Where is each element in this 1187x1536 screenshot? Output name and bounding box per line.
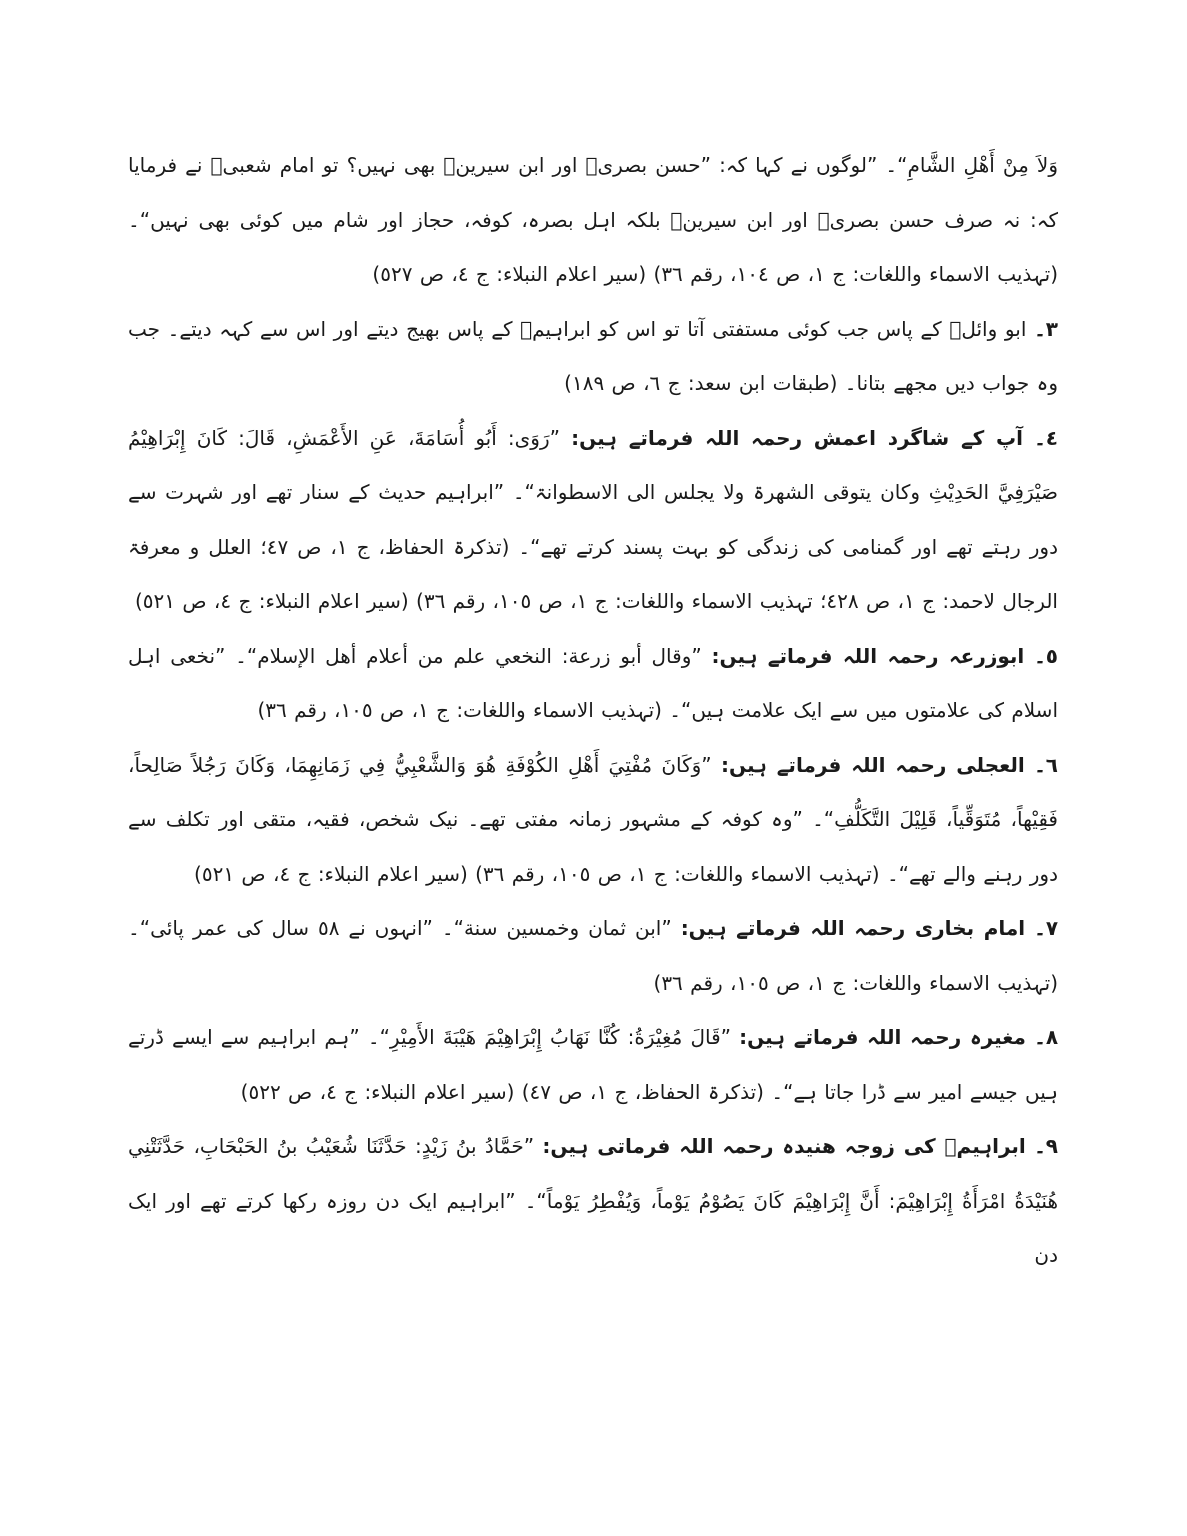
paragraph-text: ”وَكَانَ مُفْتِيَ أَهْلِ الكُوْفَةِ هُوَ وَالشَّعْبِيُّ فِي زَمَانِهِمَا، وَكَانَ رَجُلاً صَالِحاً، فَقِيْهاً، مُتَوَقِّياً، قَلِيْلَ التَّكَلُّفِ“۔ ”وہ کوفہ کے مشہور زمانہ مفتی تھے۔ نیک شخص، فقیہ، متقی اور تکلف سے دور رہنے والے تھے“۔ (تہذیب الاسماء واللغات: ج ١، ص ١٠٥، رقم ٣٦) (سیر اعلام النبلاء: ج ٤، ص ٥٢١) — [128, 752, 1058, 886]
paragraph-8 — [128, 1010, 1058, 1119]
paragraph-text: ”قَالَ مُغِيْرَةُ: كُنَّا نَهَابُ إِبْرَاهِيْمَ هَيْبَةَ الأَمِيْرِ“۔ ”ہم ابراہیم سے ایسے ڈرتے ہیں جیسے امیر سے ڈرا جاتا ہے“۔ (تذکرۃ الحفاظ، ج ١، ص ٤٧) (سیر اعلام النبلاء: ج ٤، ص ٥٢٢) — [128, 1025, 1058, 1104]
paragraph-5 — [128, 629, 1058, 738]
paragraph-lead: ابوزرعہ رحمہ اللہ فرماتے ہیں: — [711, 643, 1025, 668]
paragraph-number: ٤۔ — [1034, 425, 1059, 450]
paragraph-text: ”حَمَّادُ بنُ زَيْدٍ: حَدَّثَنَا شُعَيْبُ بنُ الحَبْحَابِ، حَدَّثَتْنِي هُنَيْدَةُ امْرَأَةُ إِبْرَاهِيْمَ: أَنَّ إِبْرَاهِيْمَ كَانَ يَصُوْمُ يَوْماً، وَيُفْطِرُ يَوْماً“۔ ”ابراہیم ایک دن روزہ رکھا کرتے تھے اور ایک دن — [128, 1134, 1058, 1267]
paragraph-number: ٦۔ — [1034, 752, 1058, 777]
urdu-text-block — [128, 138, 1058, 1283]
paragraph-lead: آپ کے شاگرد اعمش رحمہ اللہ فرماتے ہیں: — [571, 425, 1023, 450]
paragraph-lead: امام بخاری رحمہ اللہ فرماتے ہیں: — [680, 916, 1026, 940]
paragraph-continuation — [128, 138, 1058, 302]
paragraph-lead: مغیرہ رحمہ اللہ فرماتے ہیں: — [739, 1025, 1026, 1049]
paragraph-number: ٩۔ — [1034, 1134, 1058, 1158]
paragraph-lead: العجلی رحمہ اللہ فرماتے ہیں: — [720, 752, 1025, 777]
paragraph-text: ابو وائلؒ کے پاس جب کوئی مستفتی آتا تو اس کو ابراہیمؒ کے پاس بھیج دیتے اور اس سے کہہ دیتے۔ جب وہ جواب دیں مجھے بتانا۔ (طبقات ابن سعد: ج ٦، ص ١٨٩) — [128, 316, 1058, 395]
paragraph-number: ٥۔ — [1034, 643, 1058, 668]
paragraph-4 — [128, 411, 1058, 629]
paragraph-9 — [128, 1119, 1058, 1283]
paragraph-6 — [128, 738, 1058, 902]
paragraph-text: ”ابن ثمان وخمسین سنة“۔ ”انہوں نے ٥٨ سال کی عمر پائی“۔ (تہذیب الاسماء واللغات: ج ١، ص ١٠٥، رقم ٣٦) — [128, 916, 1058, 995]
paragraph-lead: ابراہیمؒ کی زوجہ ھنیدہ رحمہ اللہ فرماتی ہیں: — [542, 1134, 1026, 1158]
paragraph-3 — [128, 302, 1058, 411]
paragraph-text: ”وقال أبو زرعة: النخعي علم من أعلام أهل الإسلام“۔ ”نخعی اہل اسلام کی علامتوں میں سے ایک علامت ہیں“۔ (تہذیب الاسماء واللغات: ج ١، ص ١٠٥، رقم ٣٦) — [128, 643, 1058, 722]
paragraph-number: ٧۔ — [1034, 916, 1059, 940]
paragraph-text: وَلاَ مِنْ أَهْلِ الشَّامِ“۔ ”لوگوں نے کہا کہ: ”حسن بصریؒ اور ابن سیرینؒ بھی نہیں؟ تو امام شعبیؒ نے فرمایا کہ: نہ صرف حسن بصریؒ اور ابن سیرینؒ بلکہ اہل بصرہ، کوفہ، حجاز اور شام میں کوئی بھی نہیں“۔ (تہذیب الاسماء واللغات: ج ١، ص ١٠٤، رقم ٣٦) (سیر اعلام النبلاء: ج ٤، ص ٥٢٧) — [128, 153, 1058, 286]
paragraph-number: ٨۔ — [1034, 1025, 1059, 1049]
paragraph-number: ٣۔ — [1034, 316, 1058, 341]
paragraph-text: ”رَوَى: أَبُو أُسَامَةَ، عَنِ الأَعْمَشِ، قَالَ: كَانَ إِبْرَاهِيْمُ صَيْرَفِيَّ الحَدِيْثِ وکان یتوقی الشھرۃ ولا یجلس الی الاسطوانۃ“۔ ”ابراہیم حدیث کے سنار تھے اور شہرت سے دور رہتے تھے اور گمنامی کی زندگی کو بہت پسند کرتے تھے“۔ (تذکرۃ الحفاظ، ج ١، ص ٤٧؛ العلل و معرفۃ الرجال لاحمد: ج ١، ص ٤٢٨؛ تہذیب الاسماء واللغات: ج ١، ص ١٠٥، رقم ٣٦) (سیر اعلام النبلاء: ج ٤، ص ٥٢١) — [128, 425, 1058, 613]
paragraph-7 — [128, 901, 1058, 1010]
